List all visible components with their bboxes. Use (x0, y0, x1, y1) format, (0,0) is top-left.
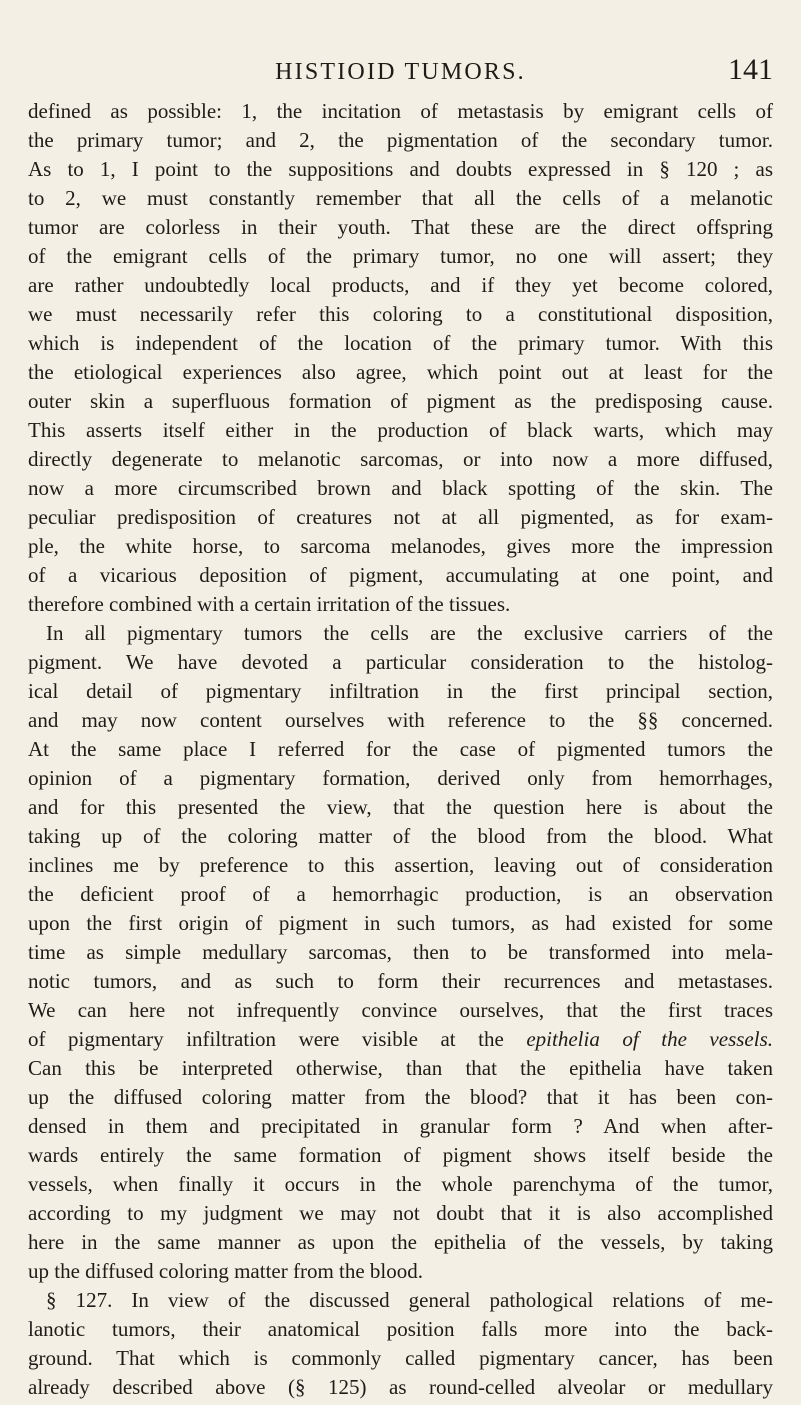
text-line: according to my judgment we may not doubt that it is also accomplished (28, 1201, 773, 1225)
text-line: and may now content ourselves with reference to the §§ concerned. (28, 708, 773, 732)
text-line: outer skin a superfluous formation of pigment as the predisposing cause. (28, 389, 773, 413)
text-line: notic tumors, and as such to form their recurrences and metastases. (28, 969, 773, 993)
text-line: now a more circumscribed brown and black spotting of the skin. The (28, 476, 773, 500)
text-line: taking up of the coloring matter of the blood from the blood. What (28, 824, 773, 848)
text-line: ground. That which is commonly called pigmentary cancer, has been (28, 1346, 773, 1370)
text-line: peculiar predisposition of creatures not at all pigmented, as for exam- (28, 505, 773, 529)
text-line: At the same place I referred for the case of pigmented tumors the (28, 737, 773, 761)
text-line: directly degenerate to melanotic sarcomas, or into now a more diffused, (28, 447, 773, 471)
body-text (28, 97, 773, 1402)
text-line: are rather undoubtedly local products, and if they yet become colored, (28, 273, 773, 297)
italic-phrase: epithelia of the vessels. (526, 1027, 773, 1051)
text-line: densed in them and precipitated in granular form ? And when after- (28, 1114, 773, 1138)
text-line: to 2, we must constantly remember that all the cells of a melanotic (28, 186, 773, 210)
text-line-with-emphasis (28, 1025, 773, 1054)
text-line: the deficient proof of a hemorrhagic production, is an observation (28, 882, 773, 906)
text-line: vessels, when finally it occurs in the whole parenchyma of the tumor, (28, 1172, 773, 1196)
text-line: pigment. We have devoted a particular consideration to the histolog- (28, 650, 773, 674)
text-line: tumor are colorless in their youth. That these are the direct offspring (28, 215, 773, 239)
text-line: ical detail of pigmentary infiltration in the first principal section, (28, 679, 773, 703)
text-line: the primary tumor; and 2, the pigmentation of the secondary tumor. (28, 128, 773, 152)
text-line: wards entirely the same formation of pigment shows itself beside the (28, 1143, 773, 1167)
text-line: defined as possible: 1, the incitation of metastasis by emigrant cells of (28, 99, 773, 123)
text-line: of a vicarious deposition of pigment, accumulating at one point, and (28, 563, 773, 587)
text-line: ple, the white horse, to sarcoma melanodes, gives more the impression (28, 534, 773, 558)
text-line: inclines me by preference to this assertion, leaving out of consideration (28, 853, 773, 877)
text-line: As to 1, I point to the suppositions and doubts expressed in § 120 ; as (28, 157, 773, 181)
text-line: time as simple medullary sarcomas, then to be transformed into mela- (28, 940, 773, 964)
page-number: 141 (728, 53, 773, 86)
running-head (28, 55, 773, 89)
running-title: HISTIOID TUMORS. (275, 59, 526, 85)
text-line: here in the same manner as upon the epithelia of the vessels, by taking (28, 1230, 773, 1254)
text-line: lanotic tumors, their anatomical position falls more into the back- (28, 1317, 773, 1341)
text-line: already described above (§ 125) as round-celled alveolar or medullary (28, 1375, 773, 1399)
text-line: opinion of a pigmentary formation, derived only from hemorrhages, (28, 766, 773, 790)
line-lead-text: of pigmentary infiltration were visible at the (28, 1027, 504, 1051)
paragraph-end-line: up the diffused coloring matter from the blood. (28, 1259, 424, 1283)
paragraph-end-line: therefore combined with a certain irritation of the tissues. (28, 592, 511, 616)
text-line: Can this be interpreted otherwise, than that the epithelia have taken (28, 1056, 773, 1080)
text-line: up the diffused coloring matter from the blood? that it has been con- (28, 1085, 773, 1109)
text-line: upon the first origin of pigment in such tumors, as had existed for some (28, 911, 773, 935)
text-line: This asserts itself either in the production of black warts, which may (28, 418, 773, 442)
text-line: of the emigrant cells of the primary tumor, no one will assert; they (28, 244, 773, 268)
text-line: We can here not infrequently convince ourselves, that the first traces (28, 998, 773, 1022)
paragraph-start-line: In all pigmentary tumors the cells are the exclusive carriers of the (46, 621, 773, 645)
section-start-line: § 127. In view of the discussed general pathological relations of me- (46, 1288, 773, 1312)
text-line: which is independent of the location of the primary tumor. With this (28, 331, 773, 355)
text-line: we must necessarily refer this coloring to a constitutional disposition, (28, 302, 773, 326)
text-line: the etiological experiences also agree, which point out at least for the (28, 360, 773, 384)
text-line: and for this presented the view, that the question here is about the (28, 795, 773, 819)
